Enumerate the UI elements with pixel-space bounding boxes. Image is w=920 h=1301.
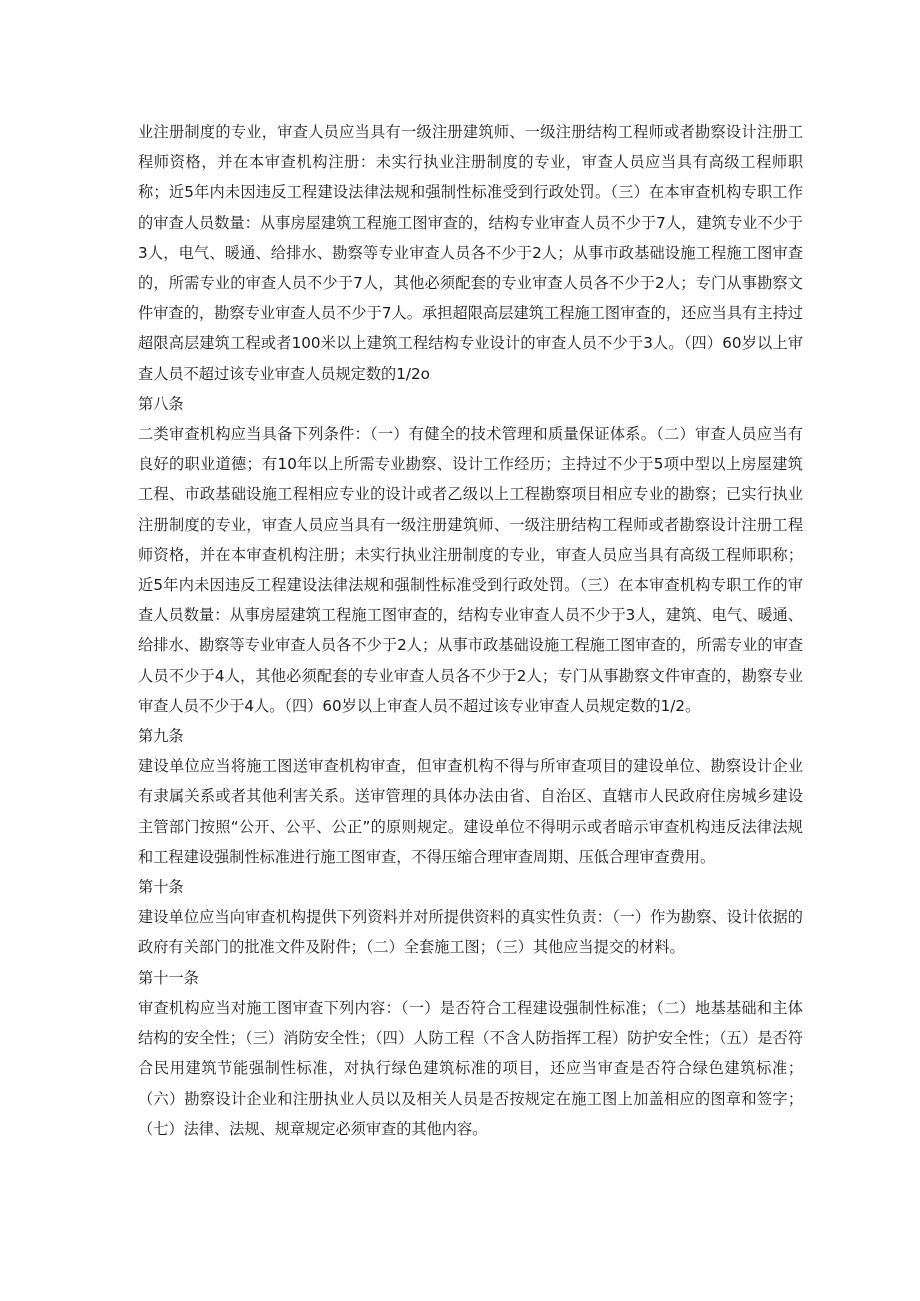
paragraph-article-11: 审查机构应当对施工图审查下列内容：（一）是否符合工程建设强制性标准；（二）地基基础和主体结构的安全性；（三）消防安全性；（四）人防工程（不含人防指挥工程）防护安全性；（五）是否符合民用建筑节能强制性标准，对执行绿色建筑标准的项目，还应当审查是否符合绿色建筑标准；（六）勘察设计企业和注册执业人员以及相关人员是否按规定在施工图上加盖相应的图章和签字；（七）法律、法规、规章规定必须审查的其他内容。 <box>138 998 803 1138</box>
article-heading-8: 第八条 <box>138 394 184 413</box>
paragraph-article-9: 建设单位应当将施工图送审查机构审查，但审查机构不得与所审查项目的建设单位、勘察设计企业有隶属关系或者其他利害关系。送审管理的具体办法由省、自治区、直辖市人民政府住房城乡建设主管部门按照“公开、公平、公正”的原则规定。建设单位不得明示或者暗示审查机构违反法律法规和工程建设强制性标准进行施工图审查，不得压缩合理审查周期、压低合理审查费用。 <box>138 757 803 866</box>
article-heading-9: 第九条 <box>138 727 184 746</box>
paragraph-article-8: 二类审查机构应当具备下列条件：（一）有健全的技术管理和质量保证体系。（二）审查人员应当有良好的职业道德；有10年以上所需专业勘察、设计工作经历；主持过不少于5项中型以上房屋建筑工程、市政基础设施工程相应专业的设计或者乙级以上工程勘察项目相应专业的勘察；已实行执业注册制度的专业，审查人员应当具有一级注册建筑师、一级注册结构工程师或者勘察设计注册工程师资格，并在本审查机构注册；未实行执业注册制度的专业，审查人员应当具有高级工程师职称；近5年内未因违反工程建设法律法规和强制性标准受到行政处罚。（三）在本审查机构专职工作的审查人员数量：从事房屋建筑工程施工图审查的，结构专业审查人员不少于3人，建筑、电气、暖通、给排水、勘察等专业审查人员各不少于2人；从事市政基础设施工程施工图审查的，所需专业的审查人员不少于4人，其他必须配套的专业审查人员各不少于2人；专门从事勘察文件审查的，勘察专业审查人员不少于4人。（四）60岁以上审查人员不超过该专业审查人员规定数的1/2。 <box>138 425 803 715</box>
paragraph-article-7-continued: 业注册制度的专业，审查人员应当具有一级注册建筑师、一级注册结构工程师或者勘察设计注册工程师资格，并在本审查机构注册：未实行执业注册制度的专业，审查人员应当具有高级工程师职称；近5年内未因违反工程建设法律法规和强制性标准受到行政处罚。（三）在本审查机构专职工作的审查人员数量：从事房屋建筑工程施工图审查的，结构专业审查人员不少于7人，建筑专业不少于3人，电气、暖通、给排水、勘察等专业审查人员各不少于2人；从事市政基础设施工程施工图审查的，所需专业的审查人员不少于7人，其他必须配套的专业审查人员各不少于2人；专门从事勘察文件审查的，勘察专业审查人员不少于7人。承担超限高层建筑工程施工图审查的，还应当具有主持过超限高层建筑工程或者100米以上建筑工程结构专业设计的审查人员不少于3人。（四）60岁以上审查人员不超过该专业审查人员规定数的1/2o <box>138 123 803 383</box>
article-heading-10: 第十条 <box>138 878 184 897</box>
document-page <box>138 117 803 1144</box>
article-heading-11: 第十一条 <box>138 968 199 987</box>
paragraph-article-10: 建设单位应当向审查机构提供下列资料并对所提供资料的真实性负责：（一）作为勘察、设计依据的政府有关部门的批准文件及附件；（二）全套施工图；（三）其他应当提交的材料。 <box>138 908 803 957</box>
